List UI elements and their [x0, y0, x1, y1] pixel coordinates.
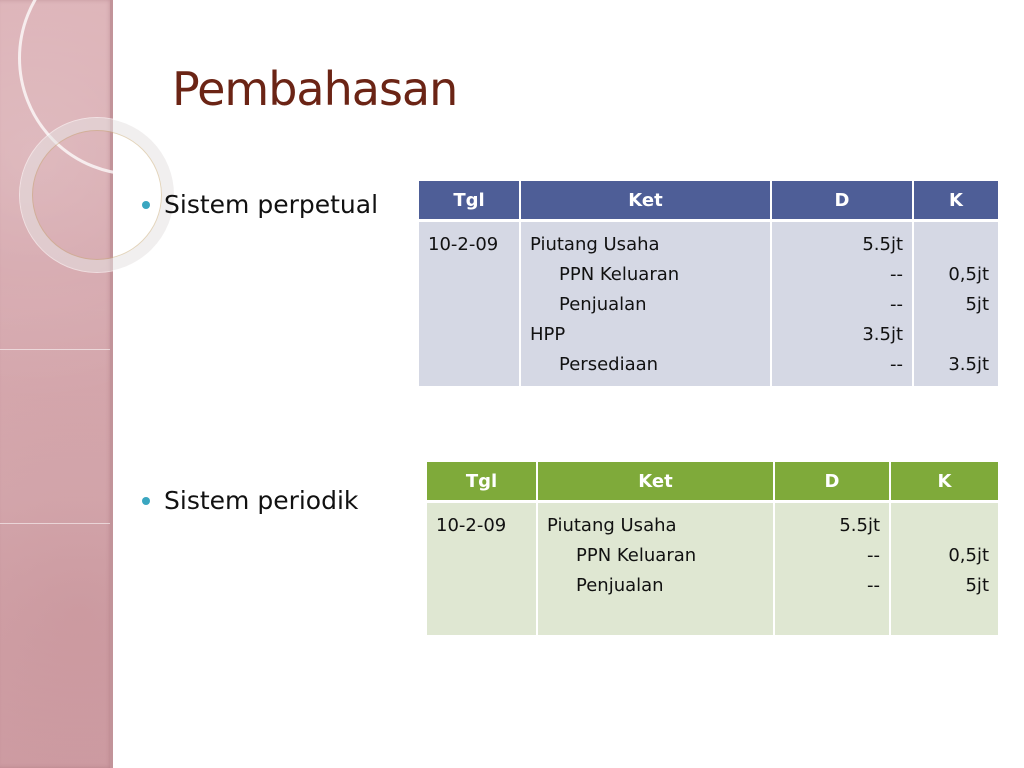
- header-kredit: K: [890, 462, 998, 502]
- table-row: [419, 221, 998, 387]
- kredit-value: 5jt: [965, 294, 989, 315]
- header-debit: D: [774, 462, 890, 502]
- kredit-value: 0,5jt: [948, 545, 989, 566]
- journal-table-periodik: [427, 462, 998, 635]
- ket-line: Penjualan: [559, 294, 647, 315]
- ket-line: Piutang Usaha: [547, 515, 677, 536]
- cell-debit: [774, 502, 890, 636]
- debit-value: --: [890, 354, 903, 375]
- bullet-label: Sistem periodik: [164, 486, 359, 515]
- header-ket: Ket: [520, 181, 771, 221]
- bullet-dot-icon: [142, 201, 150, 209]
- debit-value: 3.5jt: [862, 324, 903, 345]
- cell-date: [419, 221, 520, 387]
- header-ket: Ket: [537, 462, 774, 502]
- date-value: 10-2-09: [428, 234, 499, 255]
- header-debit: D: [771, 181, 913, 221]
- kredit-value: [923, 230, 989, 260]
- sidebar-seam: [0, 349, 113, 350]
- cell-kredit: [890, 502, 998, 636]
- ket-line: Piutang Usaha: [530, 234, 660, 255]
- debit-value: --: [890, 264, 903, 285]
- bullet-label: Sistem perpetual: [164, 190, 379, 219]
- cell-ket: [537, 502, 774, 636]
- debit-value: 5.5jt: [839, 515, 880, 536]
- debit-value: --: [867, 575, 880, 596]
- sidebar-seam: [0, 523, 113, 524]
- ket-line: Persediaan: [559, 354, 659, 375]
- slide-title: Pembahasan: [172, 62, 458, 116]
- header-tgl: Tgl: [419, 181, 520, 221]
- kredit-value: [900, 511, 989, 541]
- debit-value: --: [867, 545, 880, 566]
- bullet-dot-icon: [142, 497, 150, 505]
- ket-line: PPN Keluaran: [576, 545, 697, 566]
- kredit-value: 5jt: [965, 575, 989, 596]
- cell-kredit: [913, 221, 998, 387]
- journal-table-perpetual: [419, 181, 998, 386]
- table-row: [427, 502, 998, 636]
- bullet-item-perpetual: [142, 190, 378, 219]
- ket-line: PPN Keluaran: [559, 264, 680, 285]
- kredit-value: 3.5jt: [948, 354, 989, 375]
- cell-debit: [771, 221, 913, 387]
- bullet-item-periodik: [142, 486, 358, 515]
- table-header-row: [427, 462, 998, 502]
- header-tgl: Tgl: [427, 462, 537, 502]
- cell-date: [427, 502, 537, 636]
- kredit-value: 0,5jt: [948, 264, 989, 285]
- kredit-value: [923, 320, 989, 350]
- header-kredit: K: [913, 181, 998, 221]
- debit-value: --: [890, 294, 903, 315]
- cell-ket: [520, 221, 771, 387]
- table-header-row: [419, 181, 998, 221]
- debit-value: 5.5jt: [862, 234, 903, 255]
- date-value: 10-2-09: [436, 515, 507, 536]
- ket-line: HPP: [530, 324, 566, 345]
- ket-line: Penjualan: [576, 575, 664, 596]
